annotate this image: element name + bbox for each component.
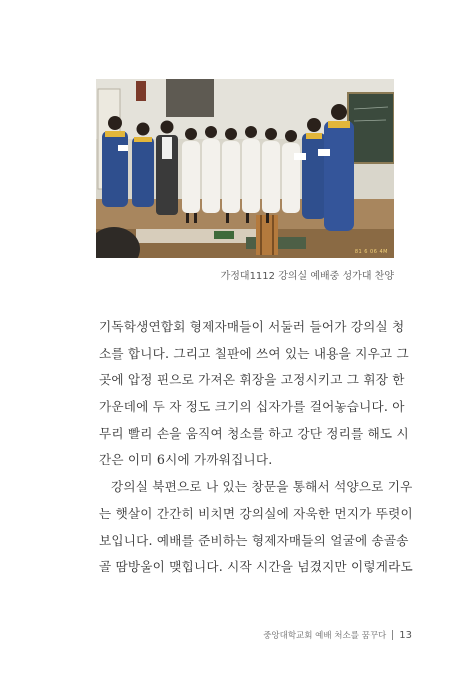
text-line: 소를 합니다. 그리고 칠판에 쓰여 있는 내용을 지우고 그	[99, 345, 409, 361]
text-line: 무리 빨리 손을 움직여 청소를 하고 강단 정리를 해도 시	[99, 425, 409, 441]
footer-divider	[392, 630, 393, 640]
page-footer	[263, 629, 412, 641]
text-line: 골 땀방울이 맺힙니다. 시작 시간을 넘겼지만 이렇게라도	[99, 559, 413, 575]
text-line: 가운데에 두 자 정도 크기의 십자가를 걸어놓습니다. 아	[99, 399, 405, 415]
paragraph	[99, 474, 413, 581]
choir-photo-illustration	[96, 79, 394, 258]
text-line: 는 햇살이 간간히 비치면 강의실에 자욱한 먼지가 뚜렷이	[99, 505, 413, 521]
text-line: 보입니다. 예배를 준비하는 형제자매들의 얼굴에 송골송	[99, 532, 409, 548]
text-line: 간은 이미 6시에 가까워집니다.	[99, 452, 273, 468]
text-line: 강의실 북편으로 나 있는 창문을 통해서 석양으로 기우	[111, 479, 413, 495]
photo-date-stamp: 81 6 06 4M	[354, 249, 388, 255]
choir-photo	[96, 79, 394, 258]
paragraph	[99, 314, 409, 474]
photo-caption: 가정대1112 강의실 예배중 성가대 찬양	[220, 271, 394, 282]
page-number: 13	[399, 629, 412, 641]
body-text	[99, 314, 413, 581]
running-title: 중앙대학교회 예배 처소를 꿈꾸다	[263, 631, 387, 641]
text-line: 기독학생연합회 형제자매들이 서둘러 들어가 강의실 청	[99, 319, 405, 334]
text-line: 곳에 압정 핀으로 가져온 휘장을 고정시키고 그 휘장 한	[99, 372, 405, 388]
